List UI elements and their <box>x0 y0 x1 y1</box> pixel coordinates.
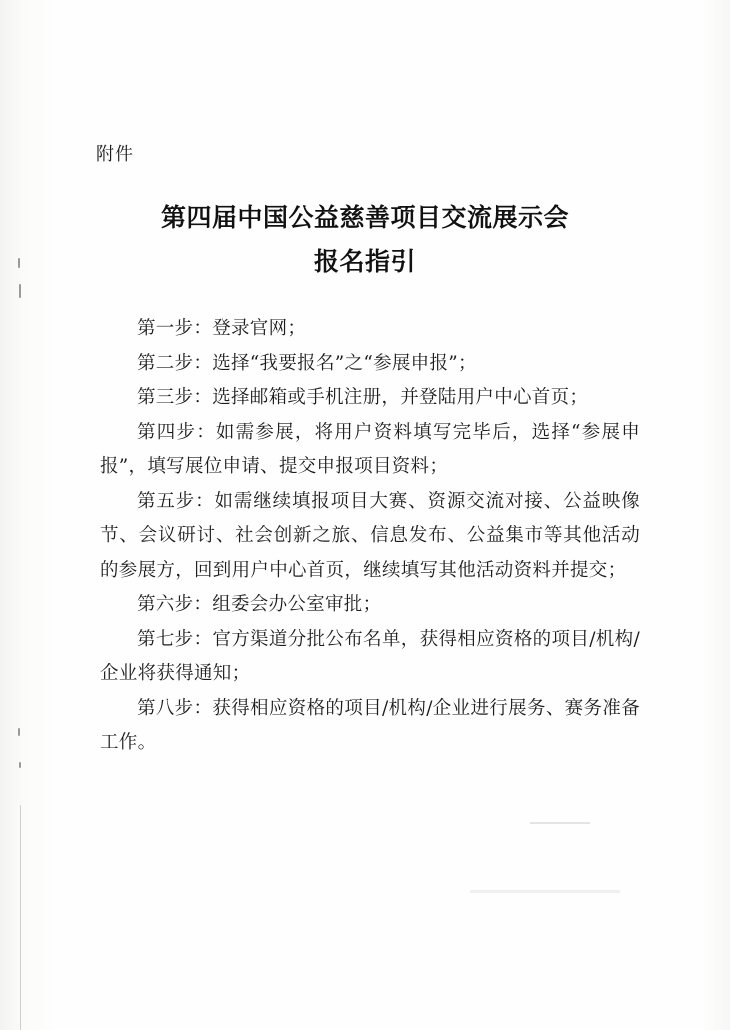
step-4: 第四步：如需参展，将用户资料填写完毕后，选择“参展申报”，填写展位申请、提交申报项目资料； <box>100 421 640 477</box>
step-7: 第七步：官方渠道分批公布名单，获得相应资格的项目/机构/企业将获得通知； <box>100 628 640 684</box>
document-body <box>100 312 640 761</box>
scan-smudge <box>530 822 590 824</box>
step-3: 第三步：选择邮箱或手机注册，并登陆用户中心首页； <box>137 387 589 408</box>
document-title: 第四届中国公益慈善项目交流展示会 <box>160 203 569 232</box>
document-subtitle: 报名指引 <box>313 247 416 276</box>
step-5: 第五步：如需继续填报项目大赛、资源交流对接、公益映像节、会议研讨、社会创新之旅、信息发布、公益集市等其他活动的参展方，回到用户中心首页，继续填写其他活动资料并提交； <box>100 490 640 581</box>
step-8: 第八步：获得相应资格的项目/机构/企业进行展务、赛务准备工作。 <box>100 697 640 753</box>
attachment-label: 附件 <box>96 144 134 165</box>
scan-mark <box>19 762 21 768</box>
step-6: 第六步：组委会办公室审批； <box>137 594 382 615</box>
scan-mark <box>18 728 20 736</box>
scan-smudge <box>470 890 620 893</box>
step-1: 第一步：登录官网； <box>137 318 307 339</box>
scan-mark <box>20 805 21 1030</box>
scan-mark <box>19 284 21 298</box>
step-2: 第二步：选择“我要报名”之“参展申报”； <box>137 352 477 374</box>
